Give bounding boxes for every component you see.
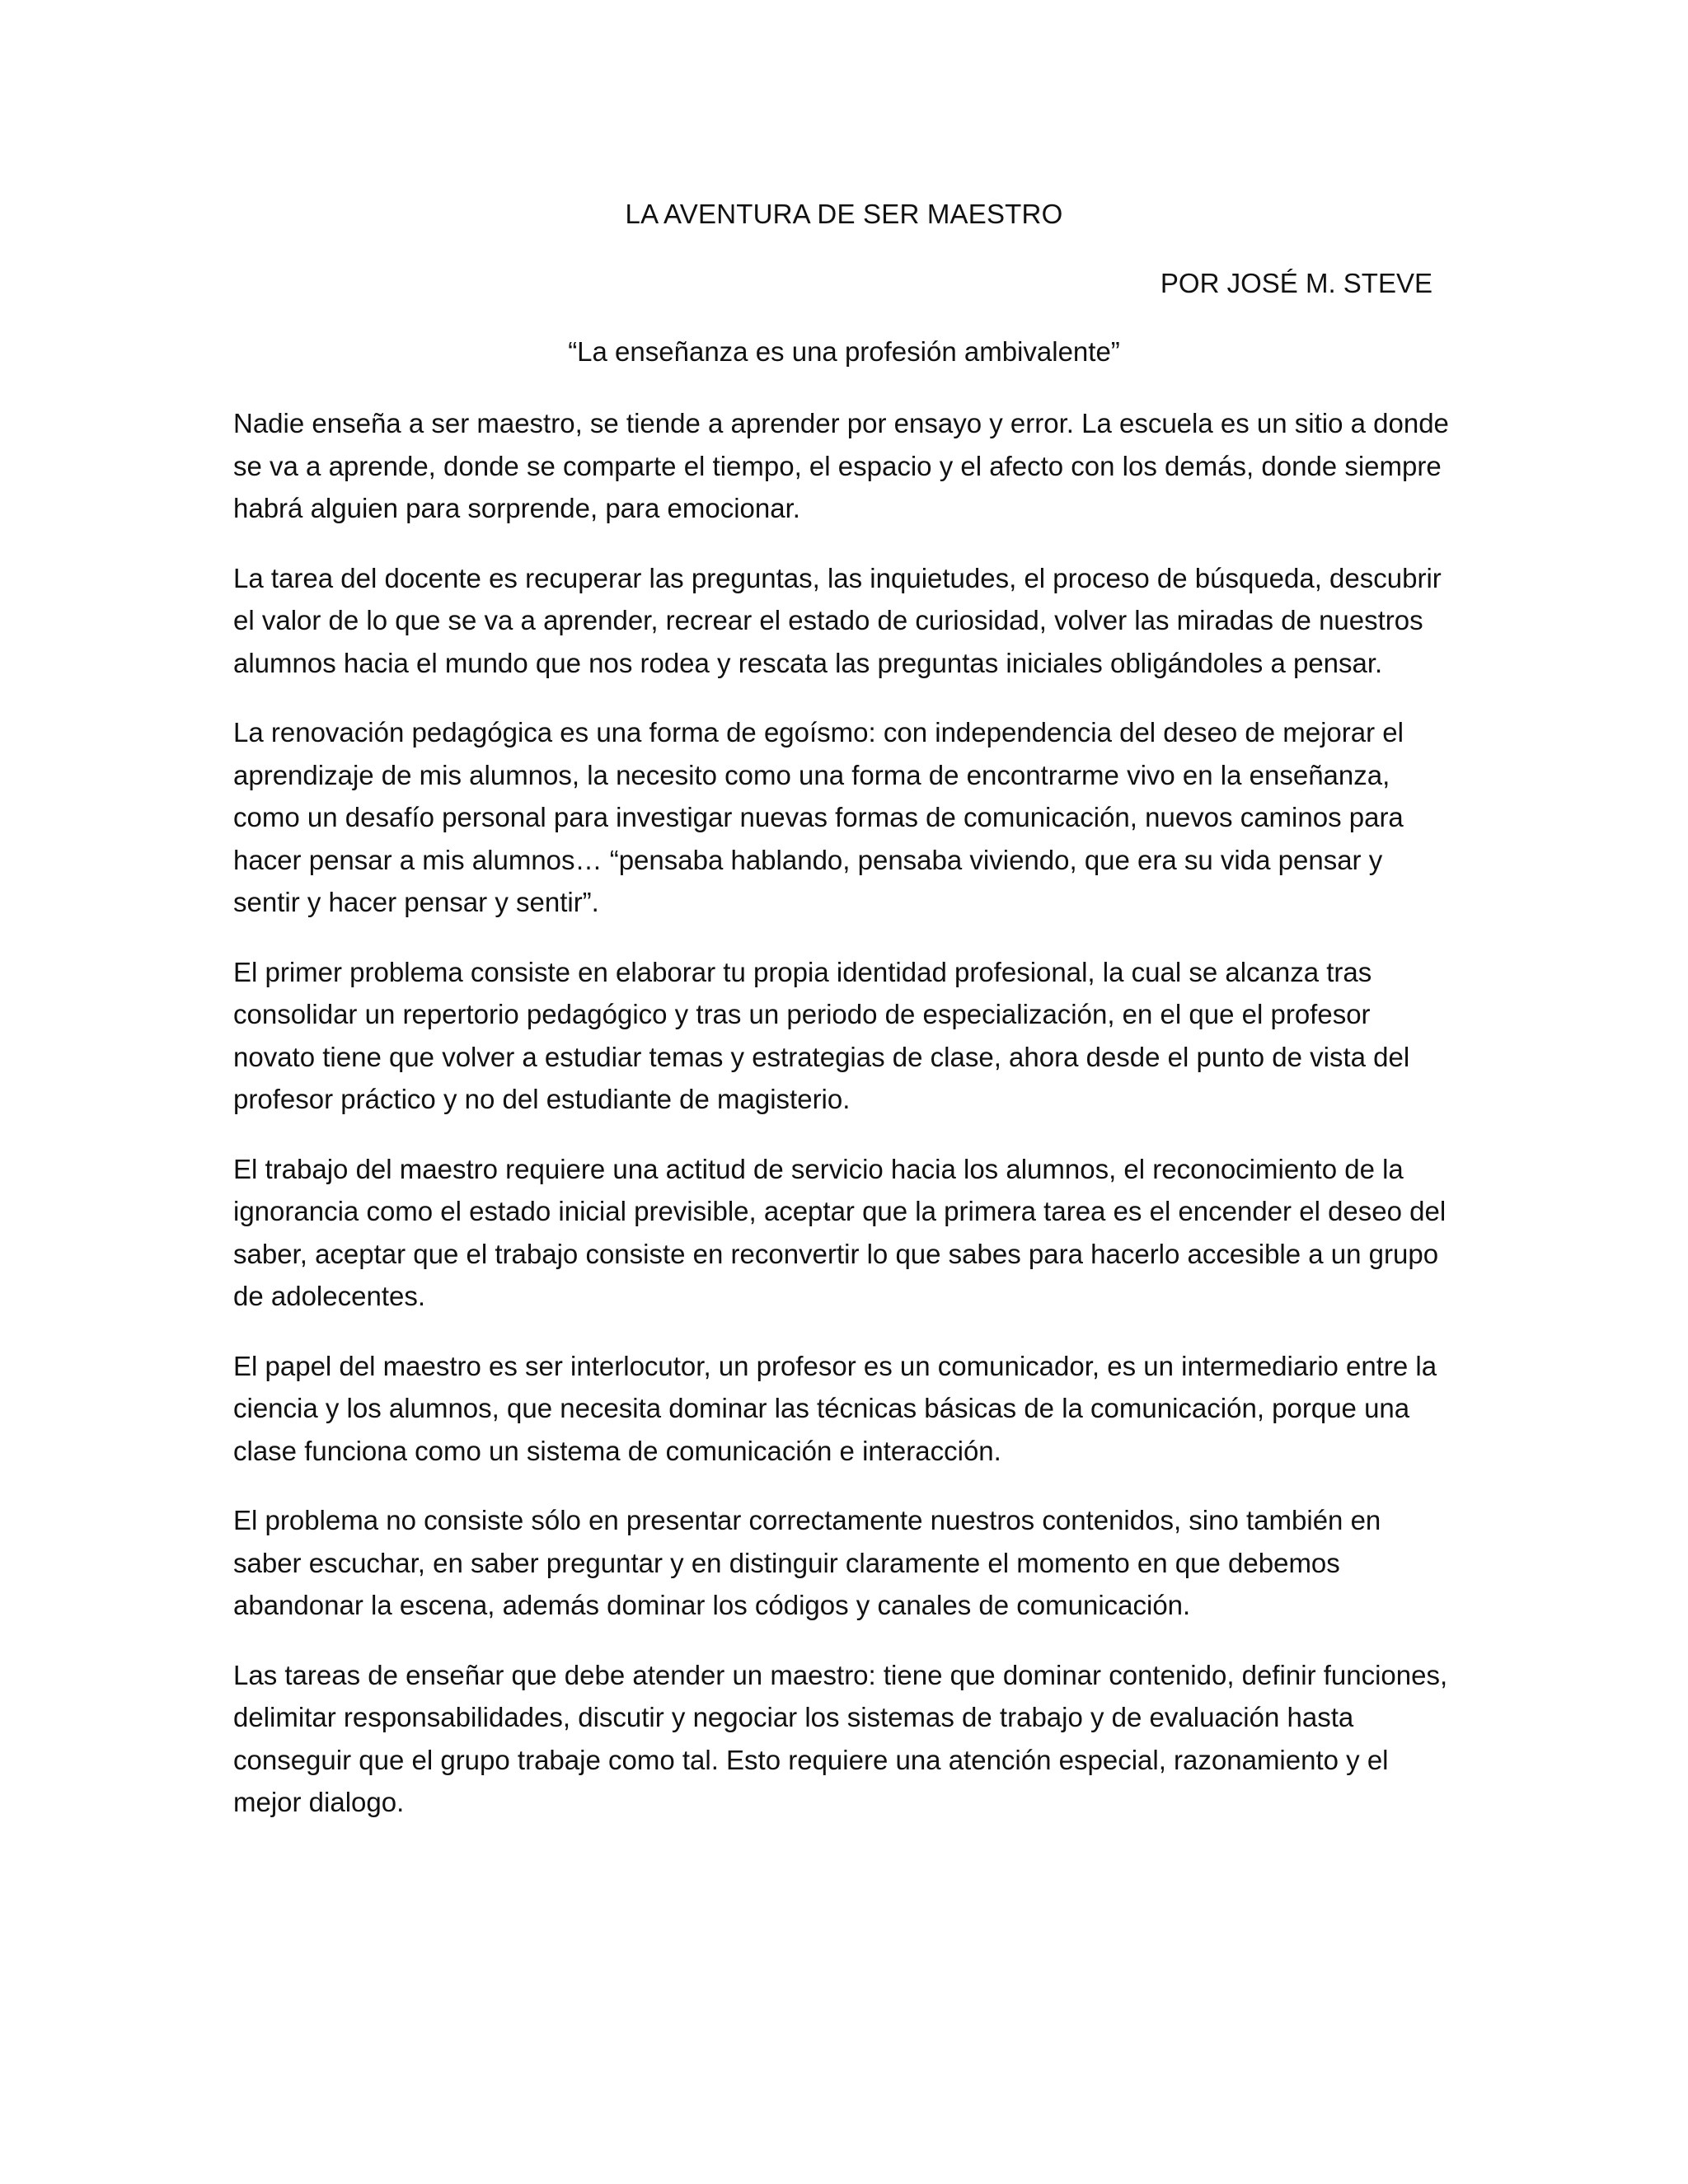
epigraph-quote: “La enseñanza es una profesión ambivalente”: [568, 336, 1120, 367]
paragraph-2: La tarea del docente es recuperar las preguntas, las inquietudes, el proceso de búsqueda, descubrir el valor de lo que se va a aprender, recrear el estado de curiosidad, volver las miradas de nuestros alumnos hacia el mundo que nos rodea y rescata las preguntas iniciales obligándoles a pensar.: [233, 562, 1442, 678]
document-title: LA AVENTURA DE SER MAESTRO: [625, 199, 1063, 229]
paragraph-4: El primer problema consiste en elaborar tu propia identidad profesional, la cual se alcanza tras consolidar un repertorio pedagógico y tras un periodo de especialización, en el que el profesor novato tiene que volver a estudiar temas y estrategias de clase, ahora desde el punto de vista del profesor práctico y no del estudiante de magisterio.: [233, 956, 1410, 1114]
paragraph-1: Nadie enseña a ser maestro, se tiende a aprender por ensayo y error. La escuela es un sitio a donde se va a aprende, donde se comparte el tiempo, el espacio y el afecto con los demás, donde siempre habrá alguien para sorprende, para emocionar.: [233, 408, 1449, 523]
body-text: [233, 402, 1451, 1851]
paragraph-7: El problema no consiste sólo en presentar correctamente nuestros contenidos, sino también en saber escuchar, en saber preguntar y en distinguir claramente el momento en que debemos abandonar la escena, además dominar los códigos y canales de comunicación.: [233, 1505, 1381, 1620]
paragraph-5: El trabajo del maestro requiere una actitud de servicio hacia los alumnos, el reconocimiento de la ignorancia como el estado inicial previsible, aceptar que la primera tarea es el encender el deseo del saber, aceptar que el trabajo consiste en reconvertir lo que sabes para hacerlo accesible a un grupo de adolecentes.: [233, 1153, 1447, 1311]
author-line: POR JOSÉ M. STEVE: [1160, 268, 1432, 298]
paragraph-6: El papel del maestro es ser interlocutor, un profesor es un comunicador, es un intermediario entre la ciencia y los alumnos, que necesita dominar las técnicas básicas de la comunicación, porque una clase funciona como un sistema de comunicación e interacción.: [233, 1350, 1437, 1466]
paragraph-3: La renovación pedagógica es una forma de egoísmo: con independencia del deseo de mejorar el aprendizaje de mis alumnos, la necesito como una forma de encontrarme vivo en la enseñanza, como un desafío personal para investigar nuevas formas de comunicación, nuevos caminos para hacer pensar a mis alumnos… “pensaba hablando, pensaba viviendo, que era su vida pensar y sentir y hacer pensar y sentir”.: [233, 717, 1404, 917]
paragraph-8: Las tareas de enseñar que debe atender un maestro: tiene que dominar contenido, definir funciones, delimitar responsabilidades, discutir y negociar los sistemas de trabajo y de evaluación hasta conseguir que el grupo trabaje como tal. Esto requiere una atención especial, razonamiento y el mejor dialogo.: [233, 1659, 1448, 1817]
